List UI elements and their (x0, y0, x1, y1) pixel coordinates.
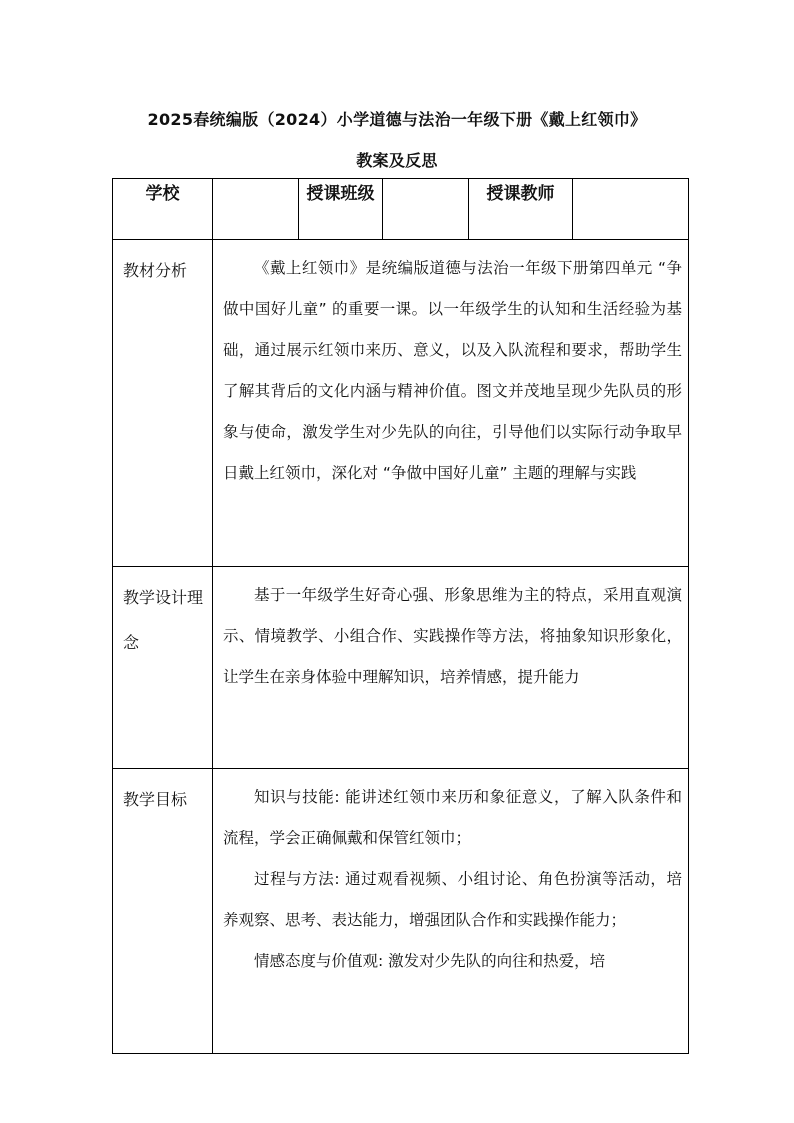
row-content-teaching-goals (213, 769, 689, 1054)
row-label-teaching-goals: 教学目标 (113, 769, 213, 1054)
document-title: 2025春统编版（2024）小学道德与法治一年级下册《戴上红领巾》 (147, 110, 647, 129)
document-subtitle: 教案及反思 (356, 151, 438, 170)
class-value-cell[interactable] (383, 179, 469, 240)
row-label-design-concept: 教学设计理念 (113, 567, 213, 769)
row-label-textbook-analysis: 教材分析 (113, 240, 213, 567)
header-row (113, 179, 689, 240)
school-value-cell[interactable] (213, 179, 299, 240)
class-label: 授课班级 (299, 179, 383, 240)
table-row (113, 567, 689, 769)
row-content-design-concept (213, 567, 689, 769)
content-paragraph: 基于一年级学生好奇心强、形象思维为主的特点，采用直观演示、情境教学、小组合作、实践操作等方法，将抽象知识形象化，让学生在亲身体验中理解知识，培养情感，提升能力 (223, 586, 682, 686)
content-paragraph: 过程与方法: 通过观看视频、小组讨论、角色扮演等活动，培养观察、思考、表达能力，增强团队合作和实践操作能力； (223, 870, 682, 929)
content-paragraph: 《戴上红领巾》是统编版道德与法治一年级下册第四单元 “争做中国好儿童” 的重要一课。以一年级学生的认知和生活经验为基础，通过展示红领巾来历、意义，以及入队流程和要求，帮助学生了解其背后的文化内涵与精神价值。图文并茂地呈现少先队员的形象与使命，激发学生对少先队的向往，引导他们以实际行动争取早日戴上红领巾，深化对 “争做中国好儿童” 主题的理解与实践 (223, 259, 682, 482)
teacher-value-cell[interactable] (573, 179, 689, 240)
row-content-textbook-analysis (213, 240, 689, 567)
content-paragraph: 情感态度与价值观: 激发对少先队的向往和热爱，培 (254, 952, 606, 970)
table-row (113, 769, 689, 1054)
teacher-label: 授课教师 (469, 179, 573, 240)
content-paragraph: 知识与技能: 能讲述红领巾来历和象征意义，了解入队条件和流程，学会正确佩戴和保管红领巾； (223, 788, 682, 847)
school-label: 学校 (113, 179, 213, 240)
lesson-plan-table (112, 178, 689, 1054)
table-row (113, 240, 689, 567)
